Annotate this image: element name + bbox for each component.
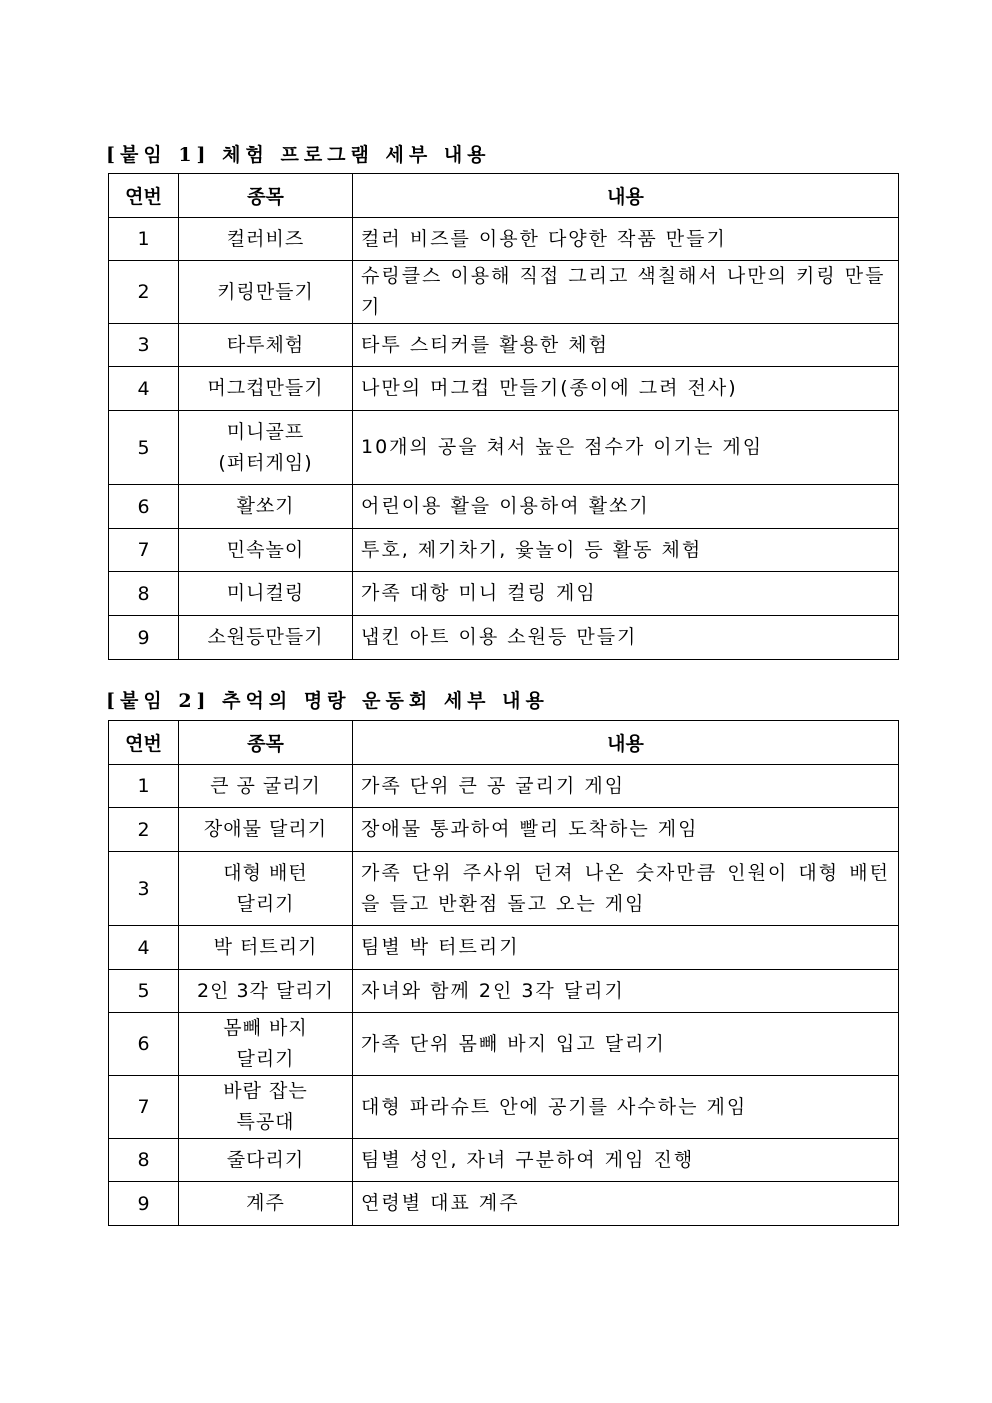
row-number: 6	[109, 1013, 179, 1076]
row-number: 3	[109, 852, 179, 926]
row-number: 1	[109, 765, 179, 808]
row-description: 투호, 제기차기, 윷놀이 등 활동 체험	[353, 529, 899, 572]
header-item: 종목	[179, 721, 353, 765]
item-line: 대형 배턴	[223, 861, 308, 884]
row-item	[179, 367, 353, 411]
item-line: 바람 잡는	[223, 1080, 308, 1102]
item-line: 미니컬링	[226, 582, 305, 604]
table-row	[109, 970, 899, 1013]
row-description: 장애물 통과하여 빨리 도착하는 게임	[353, 808, 899, 852]
table-row	[109, 218, 899, 261]
row-item	[179, 1182, 353, 1226]
table-row	[109, 1139, 899, 1182]
row-number: 4	[109, 926, 179, 970]
table-row	[109, 261, 899, 324]
row-item	[179, 529, 353, 572]
row-number: 2	[109, 808, 179, 852]
table-row	[109, 529, 899, 572]
item-line: 키링만들기	[217, 280, 314, 303]
row-number: 5	[109, 411, 179, 485]
row-item	[179, 261, 353, 324]
row-number: 2	[109, 261, 179, 324]
row-description: 타투 스티커를 활용한 체험	[353, 324, 899, 367]
row-description: 어린이용 활을 이용하여 활쏘기	[353, 485, 899, 529]
table-row	[109, 852, 899, 926]
item-line: 머그컵만들기	[207, 377, 324, 399]
row-number: 9	[109, 1182, 179, 1226]
item-line: 큰 공 굴리기	[210, 774, 321, 797]
row-item	[179, 616, 353, 660]
table-row	[109, 765, 899, 808]
table-row	[109, 572, 899, 616]
row-item	[179, 485, 353, 529]
row-number: 6	[109, 485, 179, 529]
row-number: 8	[109, 1139, 179, 1182]
item-line: 타투체험	[226, 333, 305, 356]
row-item	[179, 411, 353, 485]
row-description: 가족 단위 큰 공 굴리기 게임	[353, 765, 899, 808]
row-number: 3	[109, 324, 179, 367]
table-header-row	[109, 721, 899, 765]
row-number: 7	[109, 529, 179, 572]
row-item	[179, 808, 353, 852]
row-item	[179, 1013, 353, 1076]
table-header-row	[109, 174, 899, 218]
header-item: 종목	[179, 174, 353, 218]
row-item	[179, 1076, 353, 1139]
row-description: 연령별 대표 계주	[353, 1182, 899, 1226]
row-description: 냅킨 아트 이용 소원등 만들기	[353, 616, 899, 660]
row-item	[179, 572, 353, 616]
item-line: 활쏘기	[236, 495, 295, 517]
item-line: 2인 3각 달리기	[196, 979, 335, 1002]
item-line: 소원등만들기	[207, 626, 324, 648]
table-row	[109, 485, 899, 529]
row-description: 가족 단위 몸빼 바지 입고 달리기	[353, 1013, 899, 1076]
table-row	[109, 1182, 899, 1226]
row-number: 1	[109, 218, 179, 261]
item-line: 장애물 달리기	[203, 818, 328, 840]
header-no: 연번	[109, 721, 179, 765]
section-1-title: [붙임 1] 체험 프로그램 세부 내용	[106, 144, 491, 166]
table-row	[109, 926, 899, 970]
experience-program-table	[108, 173, 899, 660]
item-line: 계주	[246, 1192, 285, 1214]
row-number: 4	[109, 367, 179, 411]
header-desc: 내용	[353, 174, 899, 218]
item-line: (퍼터게임)	[218, 451, 313, 474]
row-description: 나만의 머그컵 만들기(종이에 그려 전사)	[353, 367, 899, 411]
item-line: 박 터트리기	[213, 936, 318, 958]
row-number: 7	[109, 1076, 179, 1139]
item-line: 특공대	[236, 1111, 295, 1133]
row-description: 10개의 공을 쳐서 높은 점수가 이기는 게임	[353, 411, 899, 485]
item-line: 민속놀이	[226, 538, 305, 561]
row-description: 대형 파라슈트 안에 공기를 사수하는 게임	[353, 1076, 899, 1139]
row-number: 5	[109, 970, 179, 1013]
row-description: 가족 단위 주사위 던져 나온 숫자만큼 인원이 대형 배턴을 들고 반환점 돌고 오는 게임	[353, 852, 899, 926]
table-row	[109, 808, 899, 852]
item-line: 줄다리기	[226, 1148, 305, 1171]
section-2-title: [붙임 2] 추억의 명랑 운동회 세부 내용	[106, 690, 549, 712]
row-item	[179, 324, 353, 367]
row-description: 팀별 성인, 자녀 구분하여 게임 진행	[353, 1139, 899, 1182]
item-line: 달리기	[236, 892, 295, 915]
item-line: 달리기	[236, 1048, 295, 1070]
row-item	[179, 1139, 353, 1182]
row-description: 슈링클스 이용해 직접 그리고 색칠해서 나만의 키링 만들기	[353, 261, 899, 324]
row-number: 8	[109, 572, 179, 616]
header-desc: 내용	[353, 721, 899, 765]
row-description: 팀별 박 터트리기	[353, 926, 899, 970]
item-line: 컬러비즈	[226, 227, 305, 250]
table-row	[109, 1076, 899, 1139]
row-description: 가족 대항 미니 컬링 게임	[353, 572, 899, 616]
row-item	[179, 926, 353, 970]
table-row	[109, 411, 899, 485]
header-no: 연번	[109, 174, 179, 218]
item-line: 몸빼 바지	[223, 1017, 308, 1039]
row-description: 컬러 비즈를 이용한 다양한 작품 만들기	[353, 218, 899, 261]
table-row	[109, 616, 899, 660]
table-row	[109, 367, 899, 411]
item-line: 미니골프	[226, 420, 305, 443]
row-item	[179, 765, 353, 808]
table-row	[109, 324, 899, 367]
row-description: 자녀와 함께 2인 3각 달리기	[353, 970, 899, 1013]
row-number: 9	[109, 616, 179, 660]
table-row	[109, 1013, 899, 1076]
row-item	[179, 218, 353, 261]
sports-day-table	[108, 720, 899, 1226]
row-item	[179, 852, 353, 926]
row-item	[179, 970, 353, 1013]
